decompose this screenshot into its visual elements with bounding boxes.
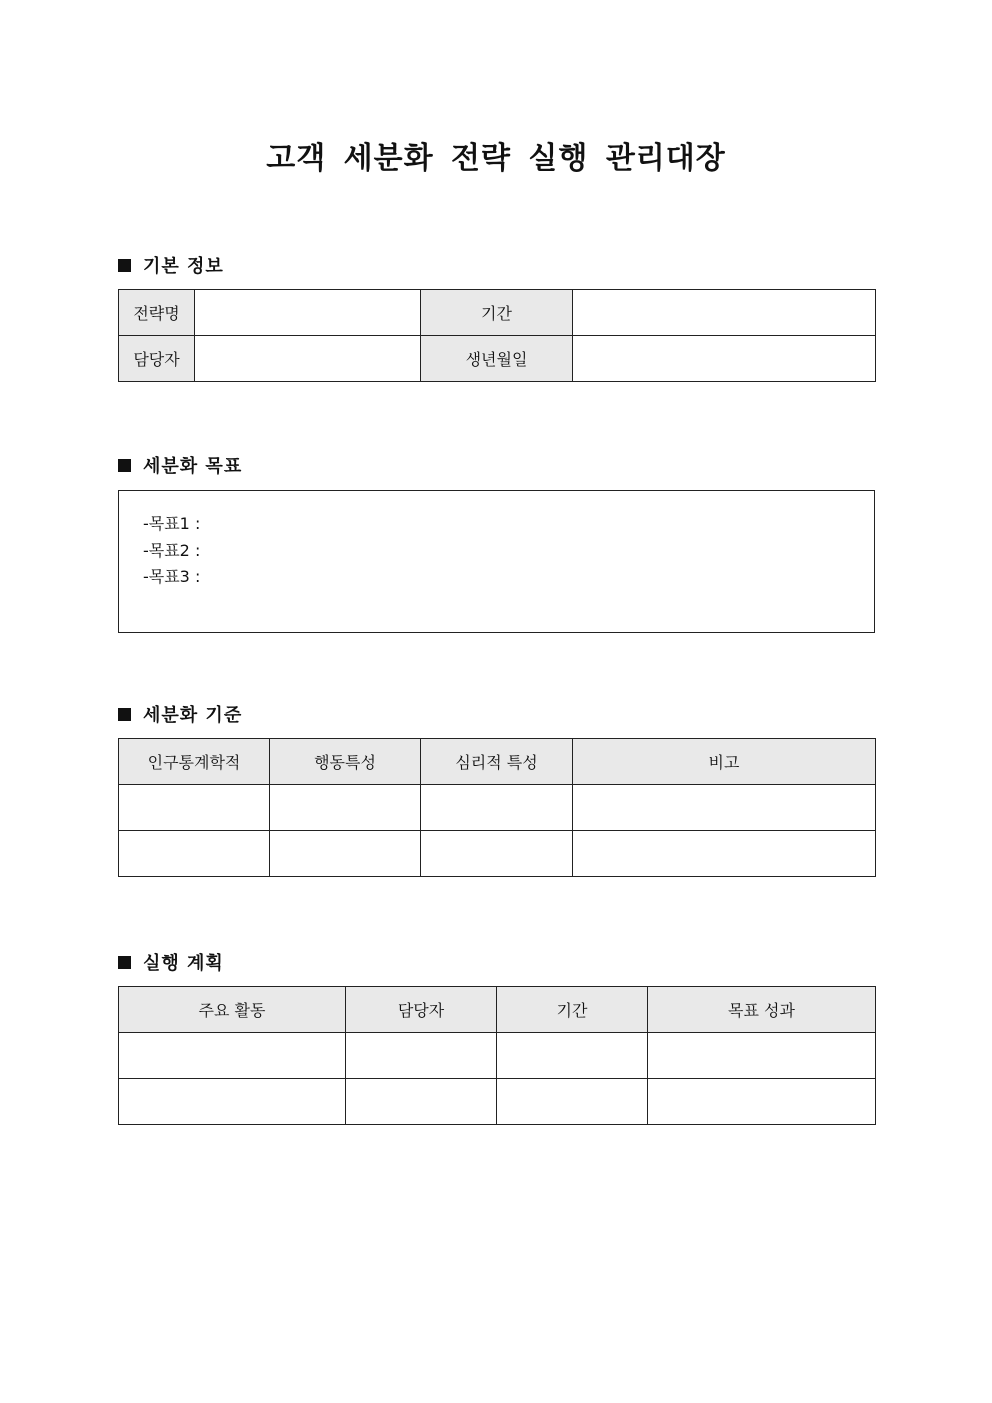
table-row	[119, 1033, 876, 1079]
square-bullet-icon	[118, 708, 131, 721]
manager-label: 담당자	[119, 336, 195, 382]
plan-heading-text: 실행 계획	[143, 953, 224, 974]
birthdate-label: 생년월일	[421, 336, 573, 382]
table-cell[interactable]	[648, 1033, 876, 1079]
table-cell[interactable]	[270, 785, 421, 831]
table-cell[interactable]	[497, 1033, 648, 1079]
table-header-row	[119, 739, 876, 785]
table-cell[interactable]	[119, 785, 270, 831]
goals-heading-text: 세분화 목표	[143, 456, 243, 477]
basic-info-heading-text: 기본 정보	[143, 256, 224, 277]
table-cell[interactable]	[573, 831, 876, 877]
table-cell[interactable]	[270, 831, 421, 877]
table-cell[interactable]	[421, 785, 573, 831]
criteria-heading	[118, 702, 242, 726]
birthdate-field[interactable]	[573, 336, 876, 382]
table-row	[119, 336, 876, 382]
criteria-heading-text: 세분화 기준	[143, 705, 243, 726]
plan-heading	[118, 950, 224, 974]
basic-info-table	[118, 289, 876, 382]
strategy-name-label: 전략명	[119, 290, 195, 336]
table-cell[interactable]	[648, 1079, 876, 1125]
column-header: 인구통계학적	[119, 739, 270, 785]
goal-item-1: -목표1 :	[143, 514, 201, 533]
table-header-row	[119, 987, 876, 1033]
table-cell[interactable]	[119, 1033, 346, 1079]
manager-field[interactable]	[195, 336, 421, 382]
column-header: 목표 성과	[648, 987, 876, 1033]
period-field[interactable]	[573, 290, 876, 336]
goals-heading	[118, 453, 242, 477]
table-cell[interactable]	[119, 1079, 346, 1125]
goals-box[interactable]	[118, 490, 875, 633]
basic-info-heading	[118, 253, 224, 277]
square-bullet-icon	[118, 459, 131, 472]
criteria-table	[118, 738, 876, 877]
square-bullet-icon	[118, 259, 131, 272]
table-cell[interactable]	[421, 831, 573, 877]
column-header: 기간	[497, 987, 648, 1033]
table-row	[119, 290, 876, 336]
column-header: 행동특성	[270, 739, 421, 785]
column-header: 담당자	[346, 987, 497, 1033]
table-row	[119, 785, 876, 831]
period-label: 기간	[421, 290, 573, 336]
strategy-name-field[interactable]	[195, 290, 421, 336]
column-header: 비고	[573, 739, 876, 785]
column-header: 주요 활동	[119, 987, 346, 1033]
square-bullet-icon	[118, 956, 131, 969]
table-row	[119, 831, 876, 877]
table-cell[interactable]	[497, 1079, 648, 1125]
column-header: 심리적 특성	[421, 739, 573, 785]
table-cell[interactable]	[119, 831, 270, 877]
table-row	[119, 1079, 876, 1125]
table-cell[interactable]	[573, 785, 876, 831]
goal-item-2: -목표2 :	[143, 540, 201, 560]
goal-item-3: -목표3 :	[143, 567, 201, 586]
document-title: 고객 세분화 전략 실행 관리대장	[266, 141, 726, 176]
plan-table	[118, 986, 876, 1125]
table-cell[interactable]	[346, 1033, 497, 1079]
table-cell[interactable]	[346, 1079, 497, 1125]
